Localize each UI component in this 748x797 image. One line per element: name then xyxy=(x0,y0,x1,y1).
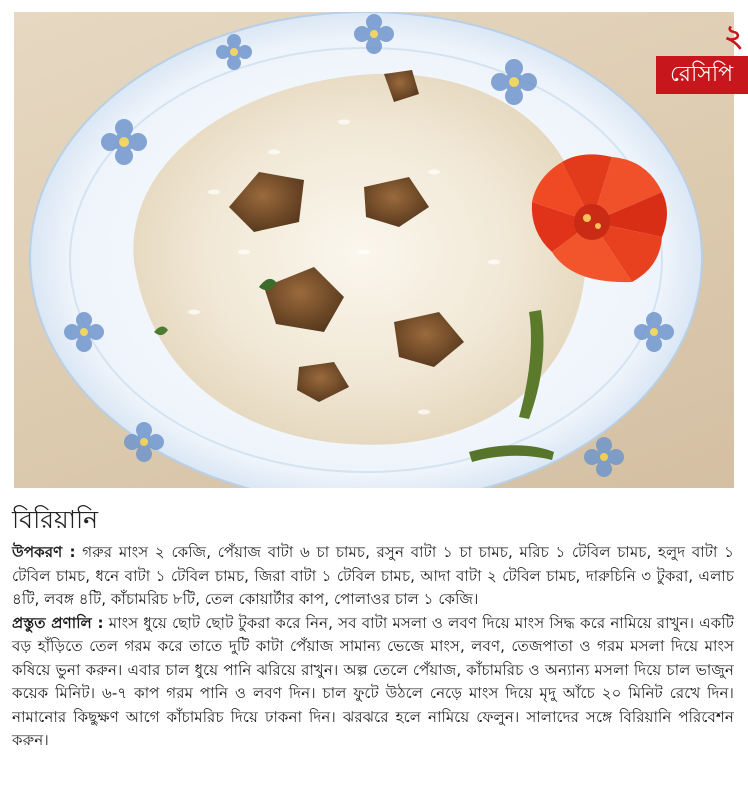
biryani-plate-illustration xyxy=(14,12,734,488)
section-number: ২ xyxy=(724,22,744,52)
ingredients-text: গরুর মাংস ২ কেজি, পেঁয়াজ বাটা ৬ চা চামচ, রসুন বাটা ১ চা চামচ, মরিচ ১ টেবিল চামচ, হলুদ বাটা ১ টেবিল চামচ, ধনে বাটা ১ টেবিল চামচ, জিরা বাটা ১ টেবিল চামচ, আদা বাটা ২ টেবিল চামচ, দারুচিনি ৩ টুকরা, এলাচ ৪টি, লবঙ্গ ৪টি, কাঁচামরিচ ৮টি, তেল কোয়ার্টার কাপ, পোলাওর চাল ১ কেজি। xyxy=(12,543,734,608)
section-badge: রেসিপি xyxy=(656,56,748,94)
biryani-photo xyxy=(14,12,734,488)
recipe-body xyxy=(12,541,734,753)
method-paragraph xyxy=(12,612,734,753)
method-text: মাংস ধুয়ে ছোট ছোট টুকরা করে নিন, সব বাটা মসলা ও লবণ দিয়ে মাংস সিদ্ধ করে নামিয়ে রাখুন। একটি বড় হাঁড়িতে তেল গরম করে তাতে দুটি কাটা পেঁয়াজ সামান্য ভেজে মাংস, লবণ, তেজপাতা ও গরম মসলা দিয়ে মাংস কষিয়ে ভুনা করুন। এবার চাল ধুয়ে পানি ঝরিয়ে রাখুন। অল্প তেলে পেঁয়াজ, কাঁচামরিচ ও অন্যান্য মসলা দিয়ে চাল ভাজুন কয়েক মিনিট। ৬-৭ কাপ গরম পানি ও লবণ দিন। চাল ফুটে উঠলে নেড়ে মাংস দিয়ে মৃদু আঁচে ২০ মিনিট রেখে দিন। নামানোর কিছুক্ষণ আগে কাঁচামরিচ দিয়ে ঢাকনা দিন। ঝরঝরে হলে নামিয়ে ফেলুন। সালাদের সঙ্গে বিরিয়ানি পরিবেশন করুন। xyxy=(12,613,735,749)
method-label: প্রস্তুত প্রণালি : xyxy=(12,613,104,632)
ingredients-paragraph xyxy=(12,541,734,612)
ingredients-label: উপকরণ : xyxy=(12,543,76,561)
recipe-title: বিরিয়ানি xyxy=(12,505,99,534)
